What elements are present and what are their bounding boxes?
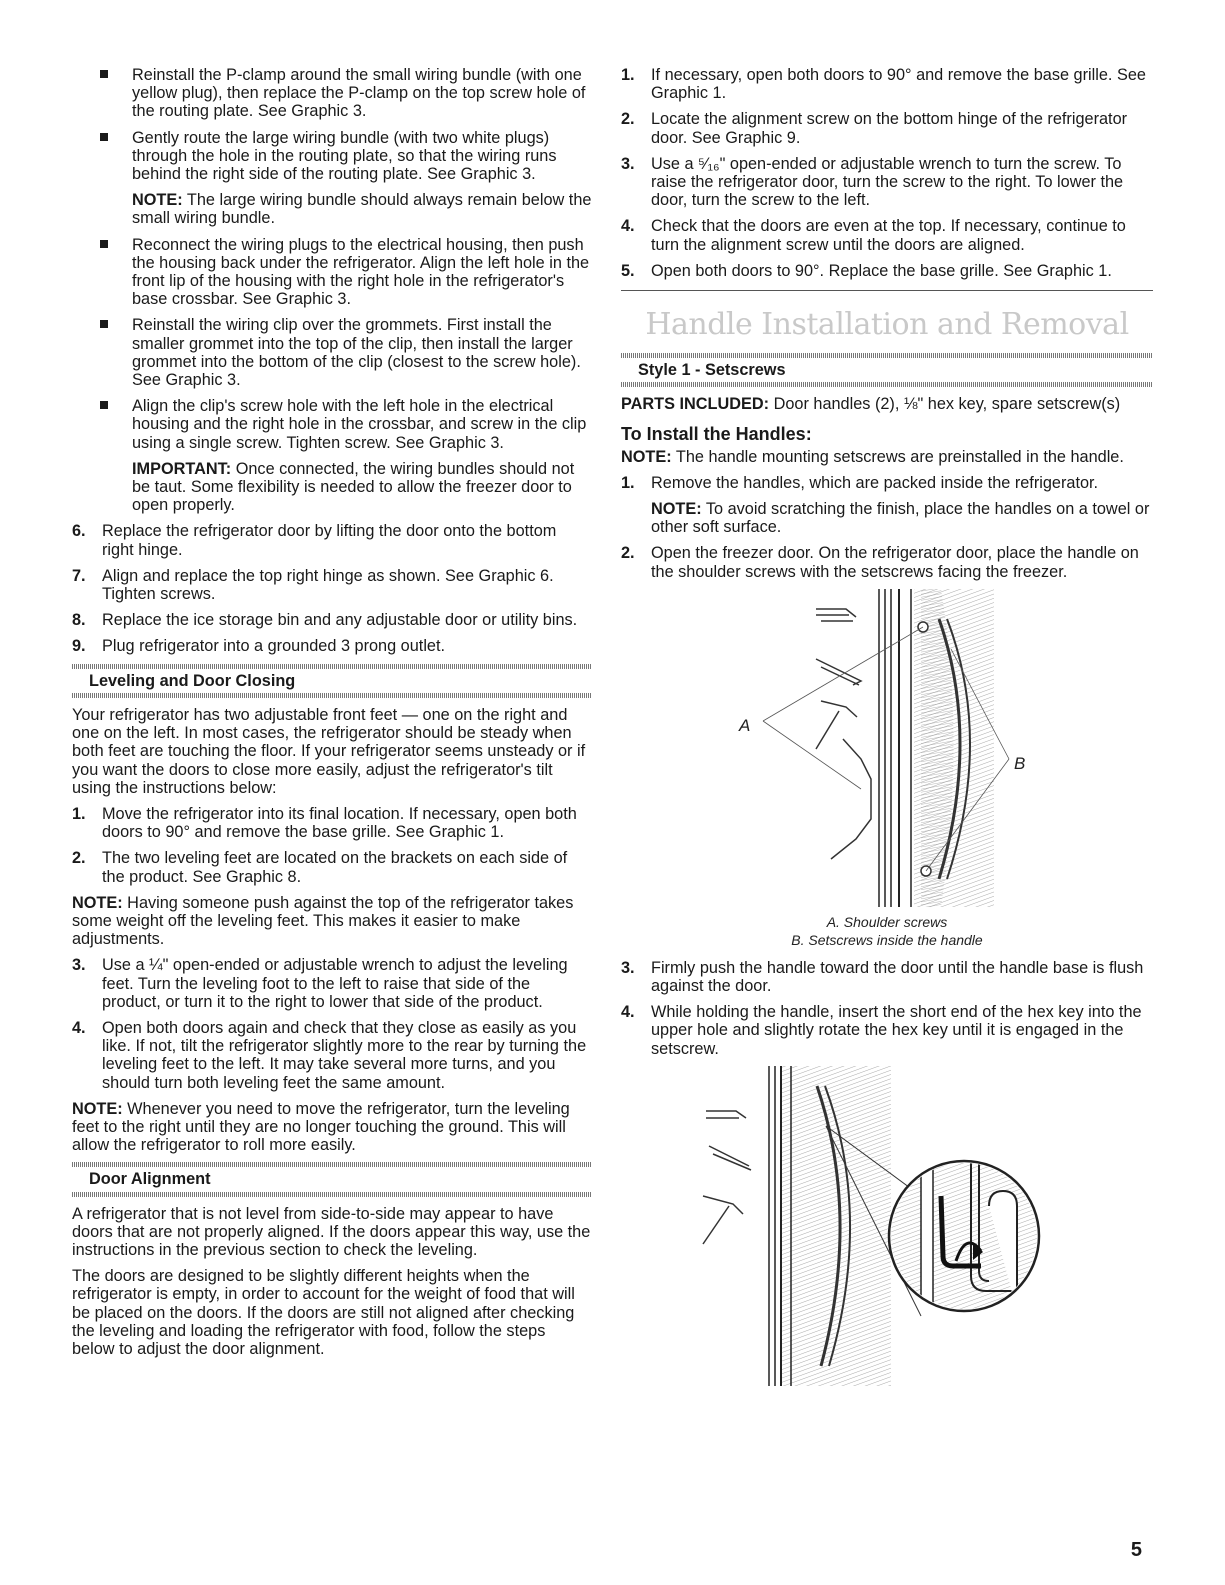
handle-illustration-1 [621, 589, 1153, 907]
bullet-item: Reinstall the wiring clip over the grommets. First install the smaller grommet into the top of the clip, then install the larger grommet into the bottom of the clip (closest to the screw hole). See Graphic 3. [72, 316, 592, 389]
bullet-item: Gently route the large wiring bundle (with two white plugs) through the hole in the routing plate, so that the wiring runs behind the right side of the routing plate. See Graphic 3. [72, 129, 592, 184]
bullet-item: Reconnect the wiring plugs to the electrical housing, then push the housing back under the refrigerator. Align the left hole in the front lip of the housing with the right hole in the refrigerator's base crossbar. See Graphic 3. [72, 236, 592, 309]
note-leveling: NOTE: Having someone push against the top of the refrigerator takes some weight off the leveling feet. This makes it easier to make adjustments. [72, 893, 574, 949]
caption-a: A. Shoulder screws [826, 913, 948, 930]
section-heading-leveling: Leveling and Door Closing [72, 664, 592, 698]
step-item: 7. Align and replace the top right hinge as shown. See Graphic 6. Tighten screws. [72, 566, 554, 604]
bullet-item: Reinstall the P-clamp around the small wiring bundle (with one yellow plug), then replace the P-clamp on the top screw hole of the routing plate. See Graphic 3. [72, 66, 592, 121]
left-column [72, 66, 592, 1366]
step-item: 1. Move the refrigerator into its final location. If necessary, open both doors to 90° and remove the base grille. See Graphic 1. [72, 804, 577, 842]
important-note: IMPORTANT: Once connected, the wiring bundles should not be taut. Some flexibility is needed to allow the freezer door to open properly. [132, 459, 575, 515]
note-wiring: NOTE: The large wiring bundle should always remain below the small wiring bundle. [132, 191, 592, 228]
step-item: 2. Locate the alignment screw on the bottom hinge of the refrigerator door. See Graphic 9. [621, 110, 1128, 147]
section-heading-style: Style 1 - Setscrews [621, 353, 1153, 387]
label-b: B [1014, 753, 1026, 773]
alignment-paragraph: The doors are designed to be slightly different heights when the refrigerator is empty, in order to account for the weight of food that will be placed on the doors. If the doors are still not aligned after checking the leveling and loading the refrigerator with food, follow the steps below to adjust the door alignment. [72, 1267, 575, 1358]
step-item: 1. Remove the handles, which are packed inside the refrigerator. [621, 473, 1099, 492]
handle-figure-2 [621, 1066, 1153, 1386]
install-subheading: To Install the Handles: [621, 424, 812, 445]
label-a: A [739, 715, 751, 735]
handle-illustration-2 [621, 1066, 1153, 1386]
right-column [621, 66, 1153, 1392]
handle-figure-1 [621, 589, 1153, 907]
bullet-item: Align the clip's screw hole with the left hole in the electrical housing and the right hole in the crossbar, and screw in the clip using a single screw. Tighten screw. See Graphic 3. [72, 397, 592, 452]
section-heading-alignment: Door Alignment [72, 1162, 592, 1196]
handle-section-title: Handle Installation and Removal [621, 290, 1153, 343]
caption-b: B. Setscrews inside the handle [791, 931, 983, 948]
step-item: 4. While holding the handle, insert the short end of the hex key into the upper hole and slightly rotate the hex key until it is engaged in the setscrew. [621, 1003, 1142, 1058]
note-towel: NOTE: To avoid scratching the finish, place the handles on a towel or other soft surface. [651, 500, 1150, 537]
note-setscrews: NOTE: The handle mounting setscrews are preinstalled in the handle. [621, 447, 1124, 466]
alignment-paragraph: A refrigerator that is not level from side-to-side may appear to have doors that are not properly aligned. If the doors appear this way, use the instructions in the previous section to check the leveling. [72, 1204, 591, 1259]
step-item: 4. Check that the doors are even at the top. If necessary, continue to turn the alignment screw until the doors are aligned. [621, 217, 1126, 254]
page-number: 5 [1130, 1539, 1142, 1561]
step-item: 2. Open the freezer door. On the refrigerator door, place the handle on the shoulder screws with the setscrews facing the freezer. [621, 544, 1139, 581]
step-item: 1. If necessary, open both doors to 90° and remove the base grille. See Graphic 1. [621, 66, 1146, 103]
step-item: 4. Open both doors again and check that they close as easily as you like. If not, tilt the refrigerator slightly more to the rear by turning the leveling feet to the left. It may take several more turns, and you should turn both leveling feet the same amount. [72, 1018, 587, 1092]
step-item: 3. Use a ¼" open-ended or adjustable wrench to adjust the leveling feet. Turn the leveling foot to the left to raise that side of the product, or turn it to the right to lower that side of the product. [72, 956, 568, 1011]
leveling-intro: Your refrigerator has two adjustable front feet — one on the right and one on the left. In most cases, the refrigerator should be steady when both feet are touching the floor. If your refrigerator seems unsteady or if you want the doors to close more easily, adjust the refrigerator's tilt using the instructions below: [72, 705, 586, 797]
step-item: 5. Open both doors to 90°. Replace the base grille. See Graphic 1. [621, 261, 1112, 280]
step-item: 3. Firmly push the handle toward the door until the handle base is flush against the door. [621, 958, 1144, 996]
step-item: 3. Use a ⁵⁄₁₆" open-ended or adjustable wrench to turn the screw. To raise the refrigerator door, turn the screw to the right. To lower the door, turn the screw to the left. [621, 154, 1124, 210]
step-item: 8. Replace the ice storage bin and any adjustable door or utility bins. [72, 611, 578, 630]
parts-included: PARTS INCLUDED: Door handles (2), ⅛" hex key, spare setscrew(s) [621, 395, 1121, 414]
step-item: 9. Plug refrigerator into a grounded 3 prong outlet. [72, 637, 446, 656]
step-item: 6. Replace the refrigerator door by lifting the door onto the bottom right hinge. [72, 522, 557, 559]
note-moving: NOTE: Whenever you need to move the refrigerator, turn the leveling feet to the right until they are no longer touching the ground. This will allow the refrigerator to roll more easily. [72, 1099, 570, 1155]
step-item: 2. The two leveling feet are located on the brackets on each side of the product. See Graphic 8. [72, 849, 568, 886]
